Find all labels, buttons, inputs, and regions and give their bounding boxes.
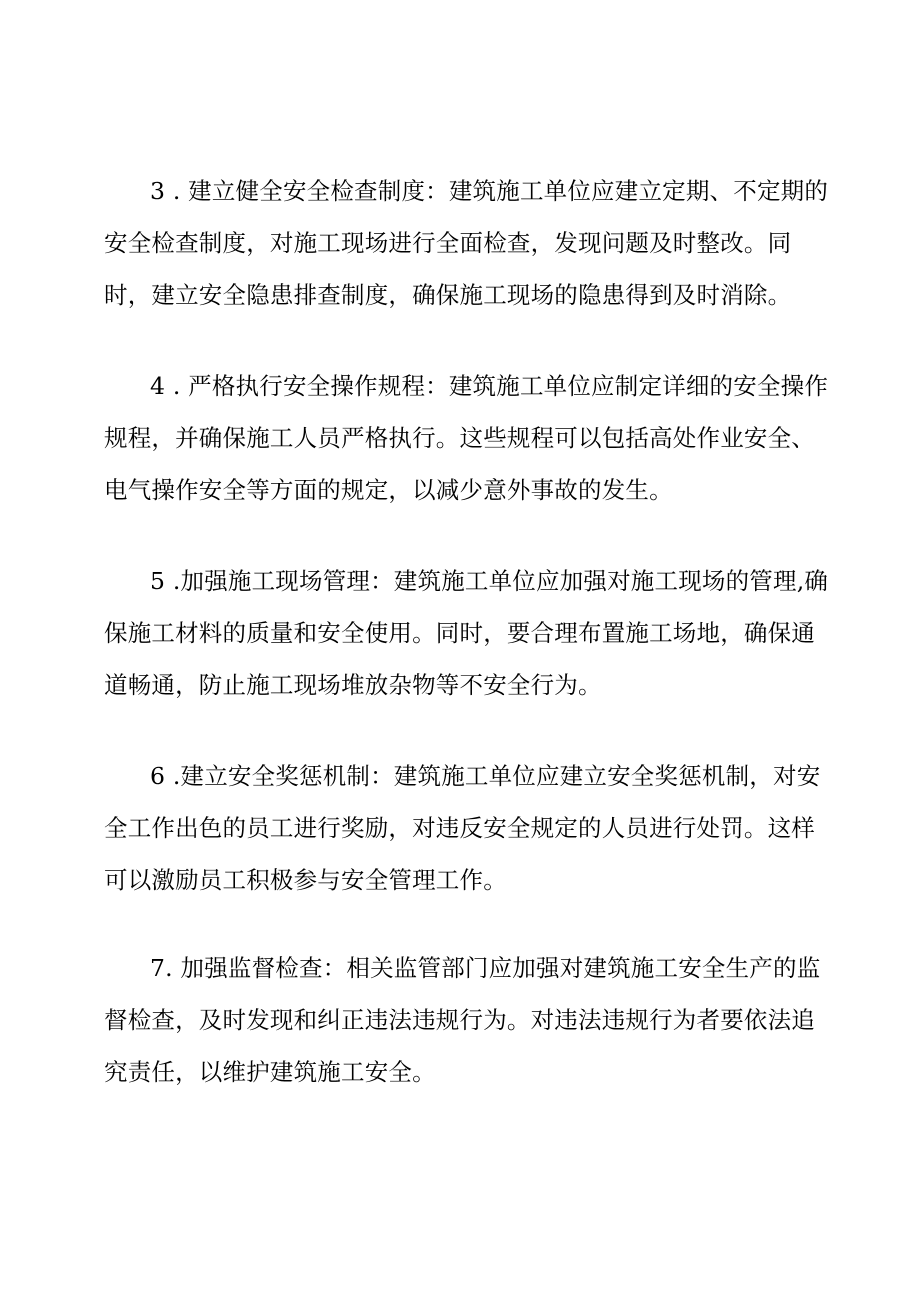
paragraph-line: 6 .建立安全奖惩机制：建筑施工单位应建立安全奖惩机制，对安 [150, 762, 821, 790]
paragraph-line: 道畅通，防止施工现场堆放杂物等不安全行为。 [104, 671, 602, 699]
paragraph-item-4 [104, 360, 829, 516]
paragraph-line: 7. 加强监督检查：相关监管部门应加强对建筑施工安全生产的监 [150, 954, 821, 982]
paragraph-line: 4 . 严格执行安全操作规程：建筑施工单位应制定详细的安全操作 [150, 372, 829, 400]
paragraph-item-5 [104, 555, 829, 711]
paragraph-item-6 [104, 750, 821, 906]
paragraph-line: 究责任，以维护建筑施工安全。 [104, 1058, 436, 1086]
paragraph-line: 时，建立安全隐患排查制度，确保施工现场的隐患得到及时消除。 [104, 281, 792, 309]
paragraph-line: 可以激励员工积极参与安全管理工作。 [104, 866, 507, 894]
paragraph-line: 5 .加强施工现场管理：建筑施工单位应加强对施工现场的管理,确 [150, 567, 829, 595]
paragraph-line: 督检查，及时发现和纠正违法违规行为。对违法违规行为者要依法追 [104, 1006, 815, 1034]
paragraph-line: 全工作出色的员工进行奖励，对违反安全规定的人员进行处罚。这样 [104, 814, 815, 842]
paragraph-line: 3 . 建立健全安全检查制度：建筑施工单位应建立定期、不定期的 [150, 177, 829, 205]
paragraph-line: 安全检查制度，对施工现场进行全面检查，发现问题及时整改。同 [104, 229, 792, 257]
paragraph-line: 电气操作安全等方面的规定，以减少意外事故的发生。 [104, 476, 673, 504]
paragraph-item-7 [104, 942, 821, 1098]
paragraph-line: 规程，并确保施工人员严格执行。这些规程可以包括高处作业安全、 [104, 424, 815, 452]
paragraph-item-3 [104, 165, 829, 321]
paragraph-line: 保施工材料的质量和安全使用。同时，要合理布置施工场地，确保通 [104, 619, 815, 647]
